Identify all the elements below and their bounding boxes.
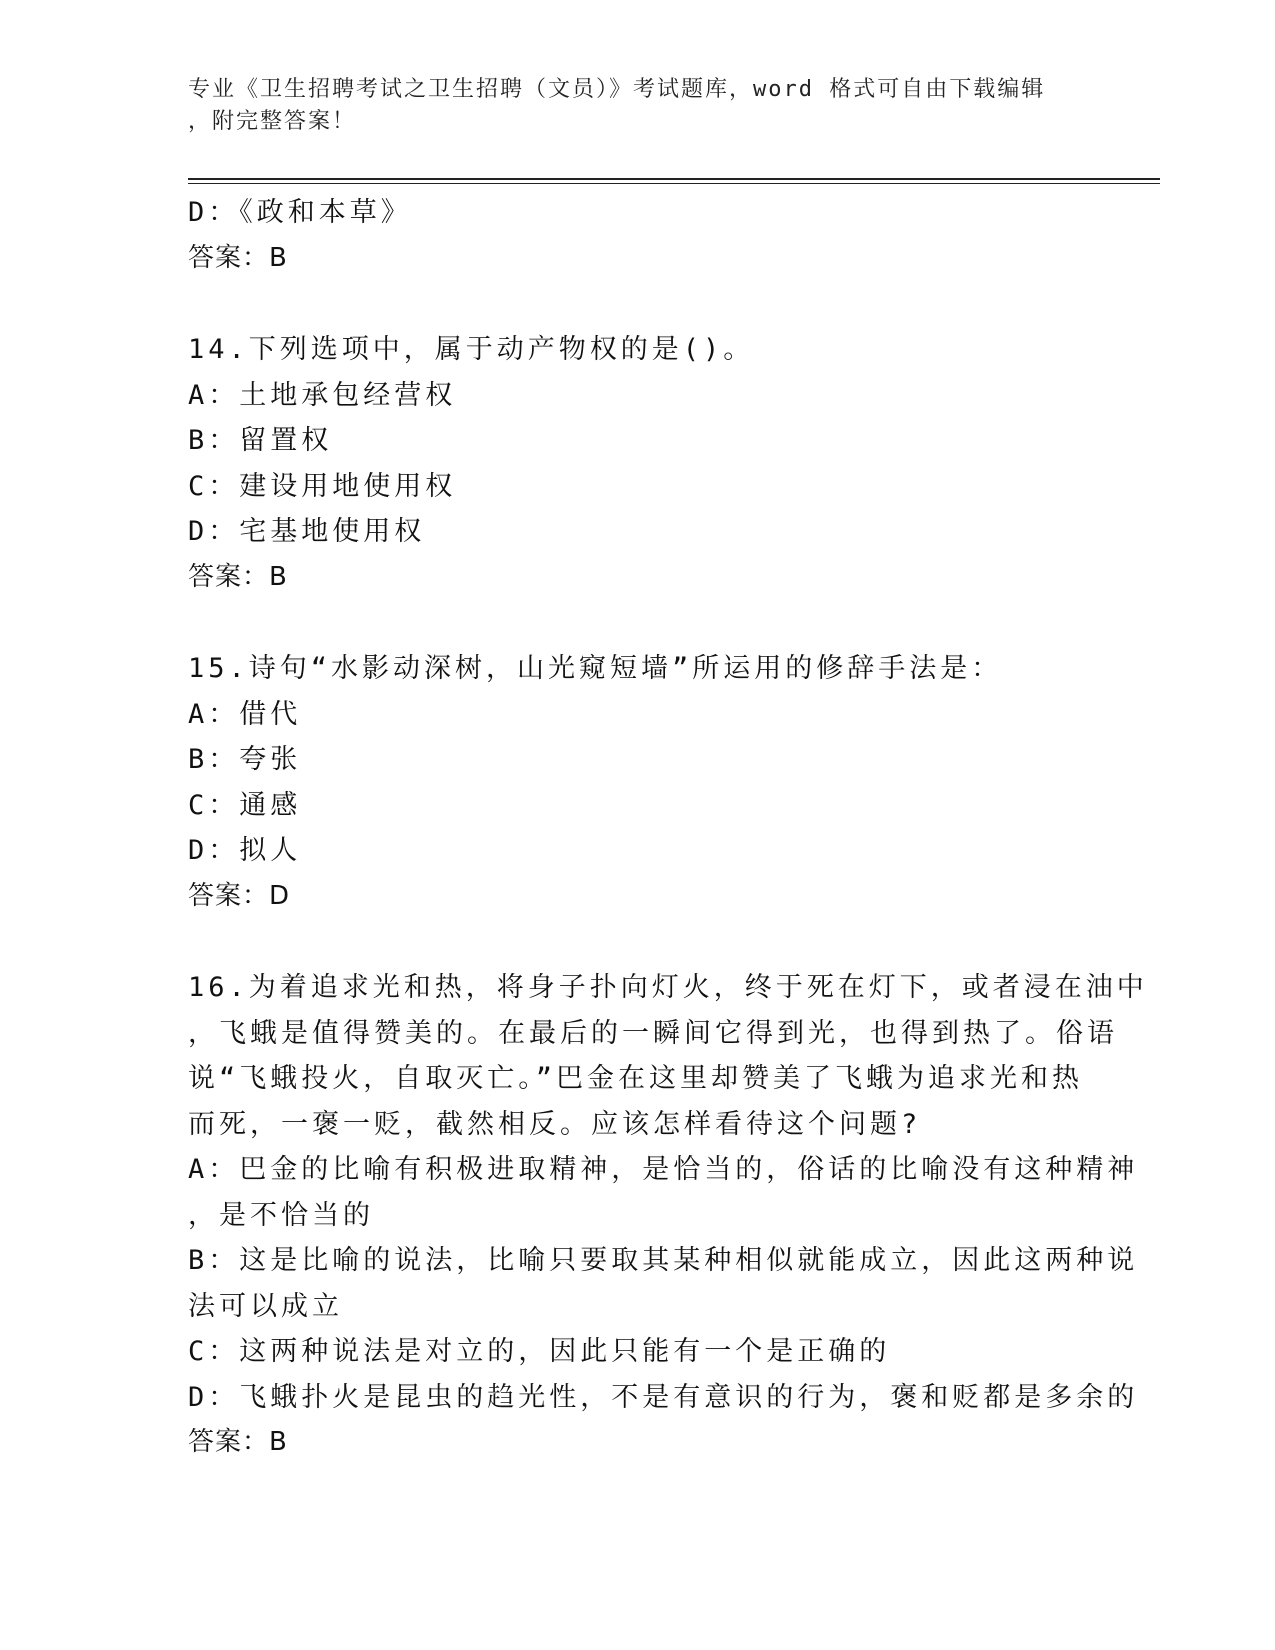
header-line-1: 专业《卫生招聘考试之卫生招聘（文员）》考试题库，word 格式可自由下载编辑 [188,77,1046,102]
option-b: B：这是比喻的说法，比喻只要取其某种相似就能成立，因此这两种说 [188,1245,1139,1276]
option-c: C：这两种说法是对立的，因此只能有一个是正确的 [188,1336,891,1367]
option-d: D：飞蛾扑火是昆虫的趋光性，不是有意识的行为，褒和贬都是多余的 [188,1381,1139,1413]
option-b: B：留置权 [188,425,333,456]
page-header [188,74,1088,138]
question-15 [188,646,1088,919]
option-c: C：通感 [188,789,302,821]
header-line-2: ，附完整答案！ [188,109,357,134]
question-stem-line: ，飞蛾是值得赞美的。在最后的一瞬间它得到光，也得到热了。俗语 [188,1017,1118,1049]
question-stem-line: 16.为着追求光和热，将身子扑向灯火，终于死在灯下，或者浸在油中 [188,972,1148,1003]
option-d: D：拟人 [188,835,302,866]
option-a: A：土地承包经营权 [188,379,457,411]
question-content [188,190,1148,1466]
question-stem-line: 而死，一褒一贬，截然相反。应该怎样看待这个问题? [188,1108,922,1140]
question-stem: 15.诗句“水影动深树，山光窥短墙”所运用的修辞手法是： [188,653,1003,684]
option-a: A：借代 [188,698,302,730]
answer-line: 答案：B [188,242,288,273]
option-d: D：《政和本草》 [188,197,412,228]
option-a: A：巴金的比喻有积极进取精神，是恰当的，俗话的比喻没有这种精神 [188,1154,1139,1185]
option-b-cont: 法可以成立 [188,1290,343,1322]
answer-line: 答案：D [188,880,291,911]
option-d: D：宅基地使用权 [188,516,426,547]
option-c: C：建设用地使用权 [188,470,457,502]
answer-line: 答案：B [188,561,288,592]
question-14 [188,327,1088,600]
prev-question-tail [188,190,1088,281]
question-stem: 14.下列选项中，属于动产物权的是()。 [188,334,755,365]
header-divider-thin [188,183,1160,184]
question-stem-line: 说“飞蛾投火，自取灭亡。”巴金在这里却赞美了飞蛾为追求光和热 [188,1063,1084,1094]
question-16 [188,965,1148,1466]
option-a-cont: ，是不恰当的 [188,1199,374,1231]
option-b: B：夸张 [188,744,302,775]
answer-line: 答案：B [188,1427,288,1457]
header-divider-thick [188,178,1160,180]
